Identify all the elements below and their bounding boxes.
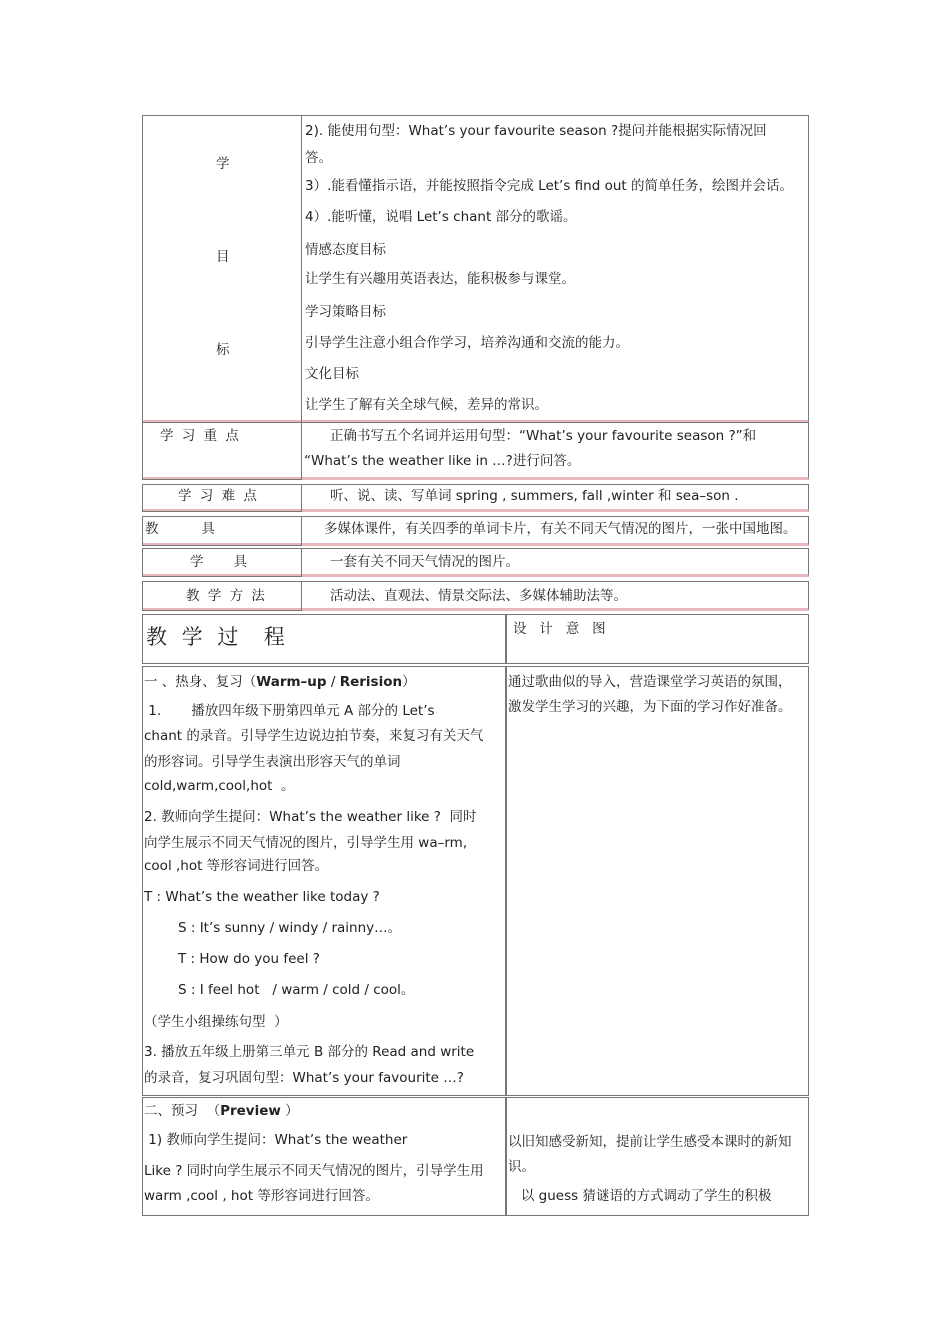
section1-line: cool ,hot 等形容词进行回答。: [144, 858, 329, 874]
key-points-line-2: “What’s the weather like in …?进行问答。: [304, 453, 581, 469]
section2-title-pre: 二、预习 （: [144, 1103, 221, 1119]
section1-line: S : It’s sunny / windy / rainny…。: [178, 920, 402, 936]
section2-design-line: 以旧知感受新知，提前让学生感受本课时的新知: [508, 1134, 792, 1150]
section1-right: [506, 666, 809, 1096]
section2-title: [144, 1102, 299, 1120]
section2-design-line: 识。: [508, 1159, 535, 1175]
process-title: 教 学 过 程: [146, 625, 289, 649]
section1-line: （学生小组操练句型 ）: [144, 1014, 288, 1030]
section2-title-bold: Preview: [220, 1103, 281, 1119]
learning-aids-line: 一套有关不同天气情况的图片。: [330, 554, 519, 570]
section1-title-pre: 一 、热身、复习（: [144, 674, 257, 690]
section1-line: 的录音，复习巩固句型：What’s your favourite …?: [144, 1070, 464, 1086]
objective-line: 让学生有兴趣用英语表达，能积极参与课堂。: [305, 271, 575, 287]
section1-title-post: ）: [402, 674, 416, 690]
learning-aids-label: 学 具: [190, 554, 248, 570]
objective-line: 引导学生注意小组合作学习，培养沟通和交流的能力。: [305, 335, 629, 351]
section1-line: T : How do you feel ?: [178, 951, 320, 967]
objective-line: 情感态度目标: [305, 242, 386, 258]
section1-design-line: 激发学生学习的兴趣，为下面的学习作好准备。: [508, 699, 792, 715]
teaching-aids-label: 教 具: [145, 521, 215, 537]
objectives-label-2: 目: [216, 249, 230, 265]
methods-label: 教 学 方 法: [186, 588, 267, 604]
section1-title-bold2: Rerision: [339, 674, 403, 690]
section1-title: [144, 673, 416, 691]
section1-line: S : I feel hot / warm / cold / cool。: [178, 982, 415, 998]
key-points-line-1: 正确书写五个名词并运用句型：“What’s your favourite season ?”和: [330, 428, 757, 444]
section1-line: 的形容词。引导学生表演出形容天气的单词: [144, 754, 401, 770]
section1-line: T : What’s the weather like today ?: [144, 889, 380, 905]
section1-title-mid: /: [326, 674, 340, 690]
difficulties-label: 学 习 难 点: [178, 488, 259, 504]
objective-line: 3）.能看懂指示语，并能按照指令完成 Let’s find out 的简单任务，绘图并会话。: [305, 178, 793, 194]
objectives-label-1: 学: [216, 156, 230, 172]
section2-line: 1) 教师向学生提问：What’s the weather: [144, 1132, 408, 1148]
objective-line: 4）.能听懂，说唱 Let’s chant 部分的歌谣。: [305, 209, 577, 225]
section1-design-line: 通过歌曲似的导入，营造课堂学习英语的氛围，: [508, 674, 792, 690]
section2-design-line: 以 guess 猜谜语的方式调动了学生的积极: [508, 1188, 772, 1204]
section1-line: 3. 播放五年级上册第三单元 B 部分的 Read and write: [144, 1044, 475, 1060]
section1-line: 2. 教师向学生提问：What’s the weather like ? 同时: [144, 809, 477, 825]
section2-line: Like ? 同时向学生展示不同天气情况的图片，引导学生用: [144, 1163, 484, 1179]
section2-title-post: ）: [280, 1103, 299, 1119]
objective-line: 让学生了解有关全球气候，差异的常识。: [305, 397, 548, 413]
section1-line: 1. 播放四年级下册第四单元 A 部分的 Let’s: [144, 703, 435, 719]
objective-line: 文化目标: [305, 366, 359, 382]
objective-line: 2). 能使用句型：What’s your favourite season ?提问并能根据实际情况回: [305, 123, 767, 139]
objective-line: 答。: [305, 150, 332, 166]
section1-line: chant 的录音。引导学生边说边拍节奏，来复习有关天气: [144, 728, 484, 744]
section1-line: cold,warm,cool,hot 。: [144, 778, 295, 794]
section2-line: warm ,cool , hot 等形容词进行回答。: [144, 1188, 379, 1204]
difficulties-line: 听、说、读、写单词 spring , summers, fall ,winter 和 sea–son .: [330, 488, 739, 504]
teaching-aids-line: 多媒体课件，有关四季的单词卡片，有关不同天气情况的图片，一张中国地图。: [324, 521, 797, 537]
key-points-label: 学 习 重 点: [160, 428, 241, 444]
objectives-label-3: 标: [216, 342, 230, 358]
methods-line: 活动法、直观法、情景交际法、多媒体辅助法等。: [330, 588, 627, 604]
objective-line: 学习策略目标: [305, 304, 386, 320]
design-title: 设 计 意 图: [513, 621, 606, 637]
section1-line: 向学生展示不同天气情况的图片，引导学生用 wa–rm,: [144, 835, 468, 851]
section1-title-bold: Warm–up: [256, 674, 327, 690]
